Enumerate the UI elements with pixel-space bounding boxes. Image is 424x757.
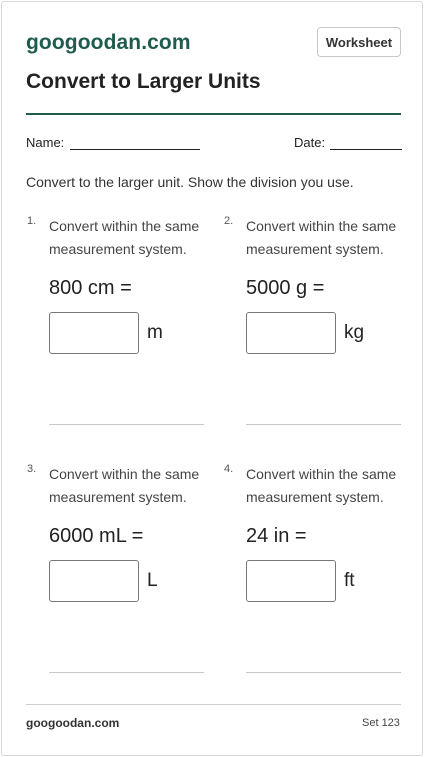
page-title: Convert to Larger Units — [26, 70, 261, 93]
problem-expression: 6000 mL = — [49, 525, 144, 547]
work-line — [246, 672, 401, 673]
date-blank-line[interactable] — [330, 138, 402, 150]
answer-box[interactable] — [49, 560, 139, 602]
problem-expression: 24 in = — [246, 525, 307, 547]
name-field — [26, 135, 200, 150]
problem-prompt: Convert within the same measurement system. — [246, 218, 397, 257]
problem-number: 3. — [27, 463, 37, 475]
answer-box[interactable] — [49, 312, 139, 354]
answer-box[interactable] — [246, 560, 336, 602]
problem-prompt: Convert within the same measurement system. — [246, 466, 397, 505]
worksheet-page — [1, 1, 423, 756]
footer-set-label: Set 123 — [362, 717, 400, 729]
name-blank-line[interactable] — [70, 138, 200, 150]
problem-number: 1. — [27, 215, 37, 227]
answer-box[interactable] — [246, 312, 336, 354]
work-line — [49, 424, 204, 425]
footer-divider — [26, 704, 401, 705]
name-label: Name: — [26, 135, 65, 150]
problem-expression: 5000 g = — [246, 277, 325, 299]
problem-prompt: Convert within the same measurement system. — [49, 466, 200, 505]
work-line — [49, 672, 204, 673]
answer-unit: ft — [344, 570, 355, 591]
answer-unit: L — [147, 570, 158, 591]
answer-unit: kg — [344, 322, 365, 343]
footer-brand: googoodan.com — [26, 716, 120, 730]
date-field — [294, 135, 402, 150]
work-line — [246, 424, 401, 425]
instructions: Convert to the larger unit. Show the division you use. — [26, 174, 354, 190]
problem-prompt: Convert within the same measurement system. — [49, 218, 200, 257]
date-label: Date: — [294, 135, 326, 150]
header-divider — [26, 113, 401, 115]
problem-number: 4. — [224, 463, 234, 475]
brand-logo-text: googoodan.com — [26, 31, 191, 54]
answer-unit: m — [147, 322, 163, 343]
worksheet-button[interactable]: Worksheet — [317, 27, 401, 57]
problem-number: 2. — [224, 215, 234, 227]
problem-expression: 800 cm = — [49, 277, 132, 299]
